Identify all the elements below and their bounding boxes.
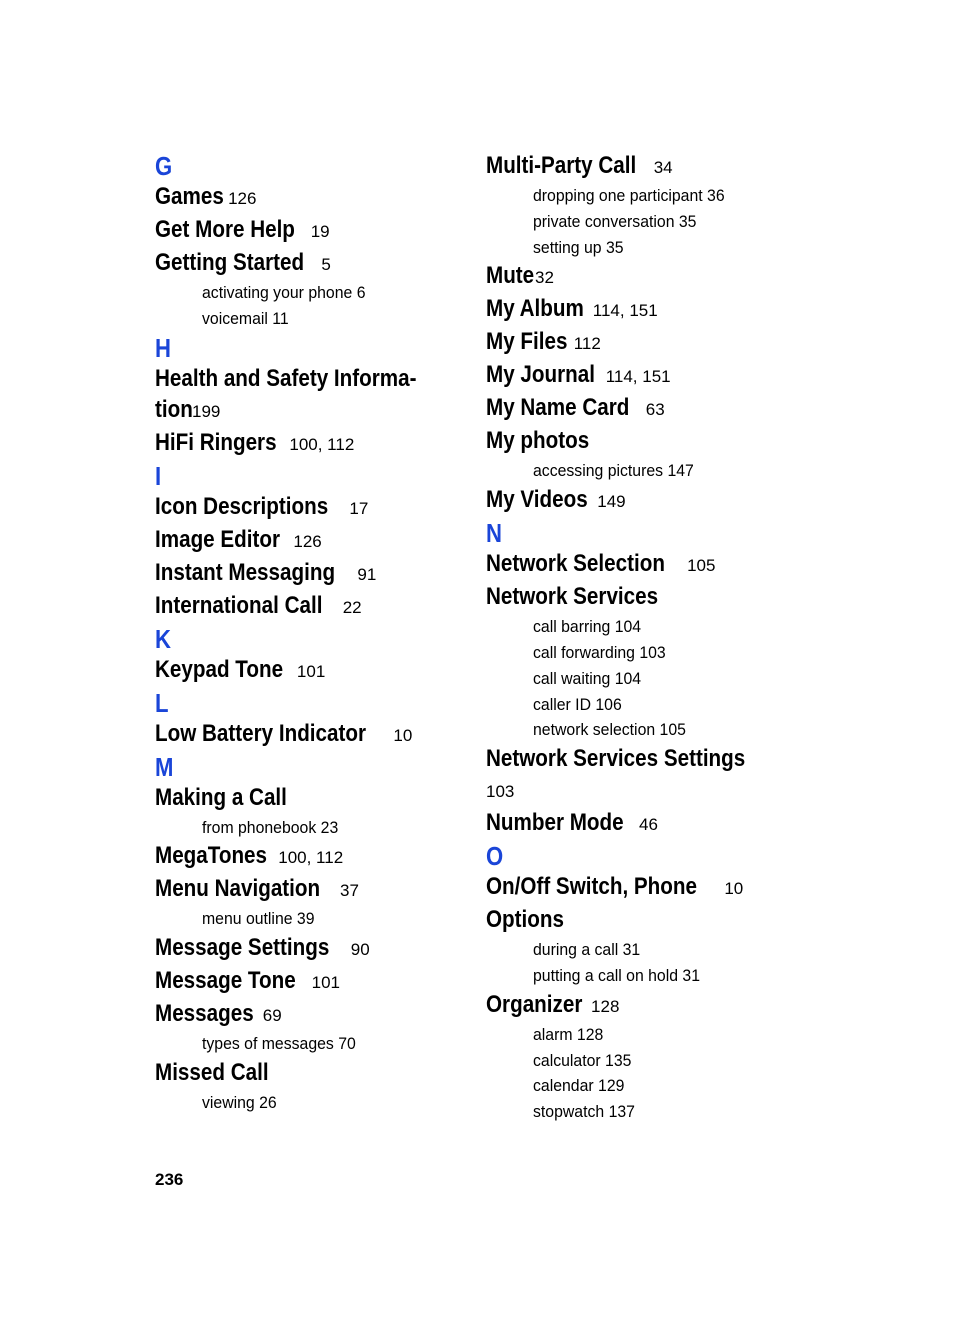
- index-entry-keypad-tone: Keypad Tone 101: [155, 655, 326, 683]
- index-entry-hifi-ringers: HiFi Ringers 100, 112: [155, 428, 355, 456]
- index-letter-n: N: [486, 518, 502, 549]
- index-entry-options: Options: [486, 906, 564, 934]
- index-subentry: types of messages 70: [202, 1034, 356, 1054]
- index-entry-instant-messaging: Instant Messaging 91: [155, 558, 377, 586]
- index-subentry: voicemail 11: [202, 308, 289, 328]
- index-entry-network-services: Network Services: [486, 583, 659, 611]
- index-entry-my-files: My Files 112: [486, 328, 601, 356]
- index-entry-mute: Mute32: [486, 262, 554, 290]
- index-entry-message-settings: Message Settings 90: [155, 934, 370, 962]
- index-entry-my-name-card: My Name Card 63: [486, 394, 665, 422]
- index-subentry: private conversation 35: [533, 211, 697, 231]
- index-entry-my-album: My Album 114, 151: [486, 295, 658, 323]
- index-subentry: activating your phone 6: [202, 283, 366, 302]
- index-letter-i: I: [155, 460, 162, 491]
- index-column-left: [155, 150, 455, 1116]
- index-letter-o: O: [486, 841, 504, 872]
- index-entry-message-tone: Message Tone 101: [155, 967, 340, 995]
- index-entry-health-safety-line2: tion199: [155, 395, 221, 423]
- index-subentry: calculator 135: [533, 1050, 632, 1070]
- index-letter-k: K: [155, 623, 171, 654]
- index-subentry: from phonebook 23: [202, 817, 339, 837]
- index-entry-organizer: Organizer 128: [486, 990, 620, 1018]
- index-subentry: during a call 31: [533, 940, 641, 960]
- index-entry-missed-call: Missed Call: [155, 1058, 269, 1086]
- index-letter-h: H: [155, 332, 171, 363]
- index-subentry: setting up 35: [533, 237, 624, 257]
- index-subentry: call forwarding 103: [533, 642, 666, 662]
- index-entry-megatones: MegaTones 100, 112: [155, 842, 344, 870]
- index-page-ref: 103: [486, 782, 515, 802]
- index-entry-multi-party-call: Multi-Party Call 34: [486, 152, 673, 179]
- index-subentry: caller ID 106: [533, 694, 622, 714]
- index-subentry: stopwatch 137: [533, 1102, 635, 1122]
- index-letter-g: G: [155, 151, 173, 181]
- index-letter-l: L: [155, 687, 169, 718]
- index-entry-my-journal: My Journal 114, 151: [486, 361, 671, 389]
- index-entry-number-mode: Number Mode 46: [486, 809, 658, 837]
- index-letter-m: M: [155, 751, 174, 782]
- index-entry-getting-started: Getting Started 5: [155, 249, 331, 276]
- index-entry-icon-descriptions: Icon Descriptions 17: [155, 492, 369, 520]
- index-subentry: call barring 104: [533, 617, 642, 637]
- index-entry-making-call: Making a Call: [155, 783, 287, 811]
- index-entry-health-safety-line1: Health and Safety Informa-: [155, 364, 417, 392]
- index-subentry: accessing pictures 147: [533, 461, 694, 481]
- index-entry-get-more-help: Get More Help 19: [155, 216, 330, 243]
- index-subentry: alarm 128: [533, 1024, 604, 1044]
- index-subentry: dropping one participant 36: [533, 186, 725, 205]
- index-subentry: calendar 129: [533, 1076, 625, 1096]
- index-subentry: putting a call on hold 31: [533, 965, 701, 985]
- index-entry-games: Games 126: [155, 183, 257, 210]
- index-entry-my-photos: My photos: [486, 427, 590, 455]
- index-entry-messages: Messages 69: [155, 1000, 282, 1028]
- index-subentry: viewing 26: [202, 1092, 277, 1112]
- index-entry-low-battery: Low Battery Indicator 10: [155, 719, 413, 747]
- index-entry-my-videos: My Videos 149: [486, 486, 626, 514]
- index-subentry: call waiting 104: [533, 668, 642, 688]
- index-entry-image-editor: Image Editor 126: [155, 525, 322, 553]
- index-subentry: menu outline 39: [202, 909, 315, 929]
- index-column-right: [486, 150, 786, 1125]
- index-entry-on-off-switch: On/Off Switch, Phone 10: [486, 873, 744, 901]
- page-number: 236: [155, 1170, 184, 1189]
- index-entry-international-call: International Call 22: [155, 591, 362, 619]
- index-entry-network-services-settings: Network Services Settings: [486, 745, 746, 773]
- index-entry-network-selection: Network Selection 105: [486, 550, 716, 578]
- index-subentry: network selection 105: [533, 720, 686, 740]
- index-entry-menu-navigation: Menu Navigation 37: [155, 875, 359, 903]
